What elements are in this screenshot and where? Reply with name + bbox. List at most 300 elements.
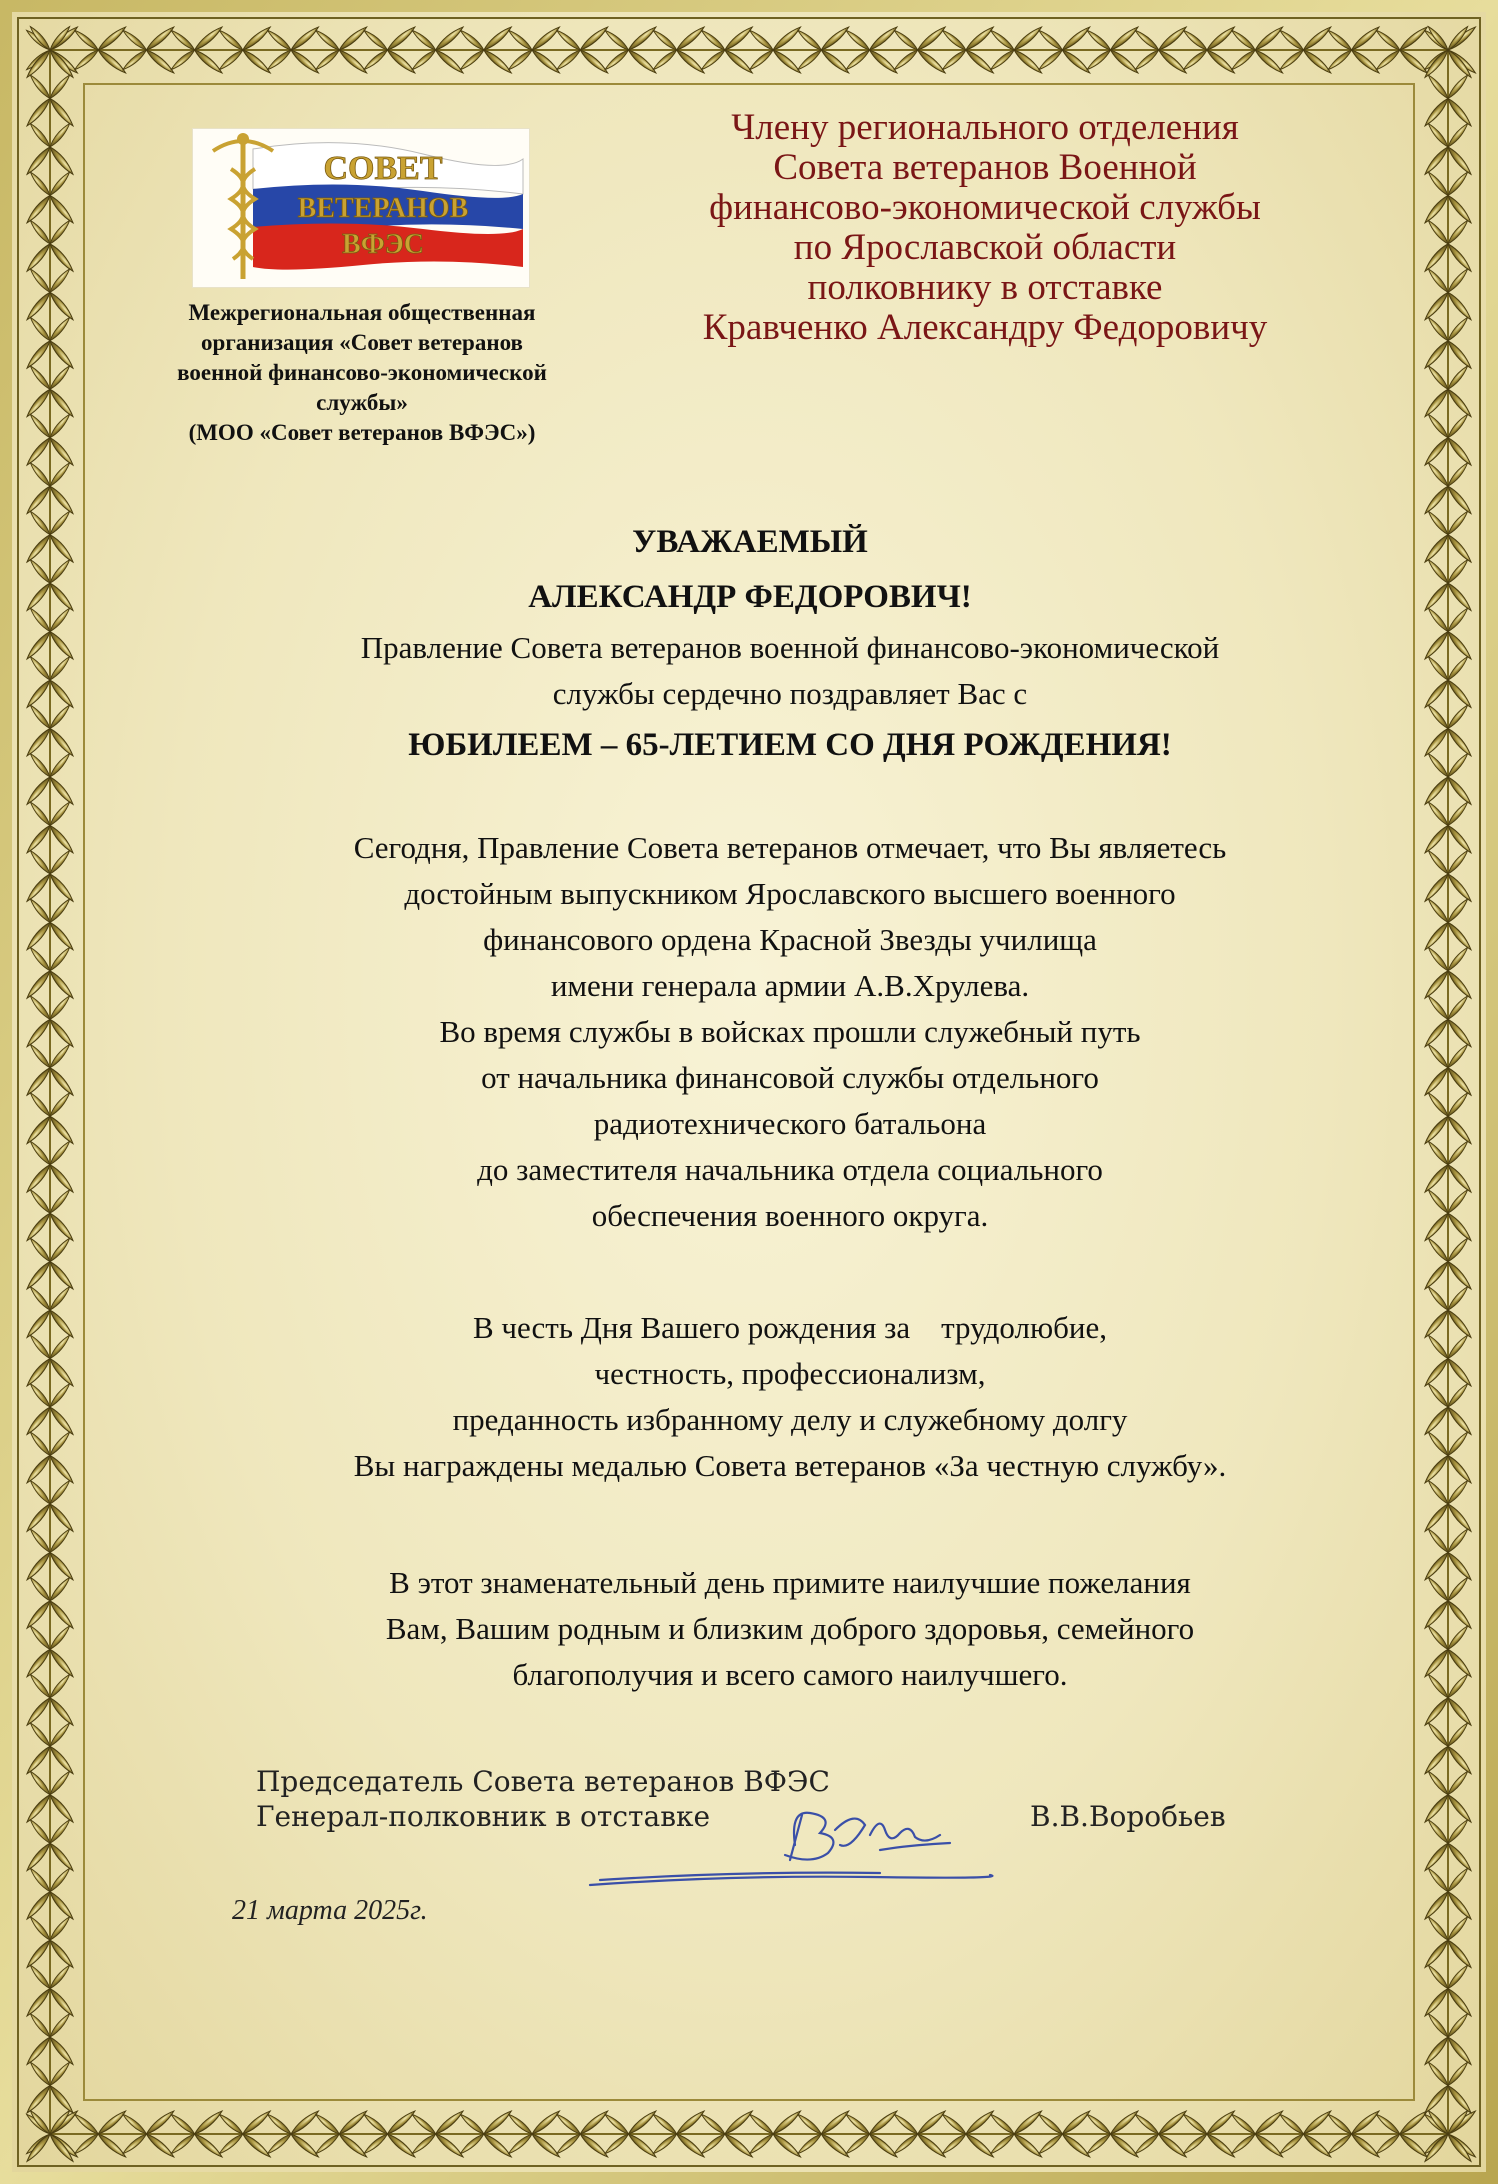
laurel-leaf: [48, 2132, 76, 2163]
body-line: от начальника финансовой службы отдельного: [481, 1060, 1099, 1095]
recipient-line: Кравченко Александру Федоровичу: [702, 307, 1268, 348]
laurel-leaf: [48, 1285, 72, 1312]
laurel-leaf: [48, 1744, 76, 1775]
laurel-leaf: [1446, 48, 1474, 79]
laurel-leaf: [1205, 25, 1236, 53]
laurel-leaf: [25, 2084, 53, 2115]
laurel-leaf: [1060, 25, 1091, 53]
laurel-leaf: [25, 872, 53, 903]
laurel-leaf: [1446, 242, 1474, 273]
laurel-leaf: [1426, 800, 1450, 827]
laurel-leaf: [1446, 2035, 1474, 2066]
laurel-leaf: [1375, 2112, 1402, 2136]
laurel-leaf: [28, 752, 52, 779]
laurel-leaf: [48, 1915, 72, 1942]
laurel-leaf: [1182, 2112, 1209, 2136]
laurel-leaf: [1426, 316, 1450, 343]
laurel-leaf: [555, 2132, 582, 2156]
laurel-leaf: [1446, 872, 1474, 903]
laurel-leaf: [25, 1066, 53, 1097]
laurel-leaf: [1446, 1963, 1470, 1990]
laurel-leaf: [169, 28, 196, 52]
laurel-leaf: [530, 2132, 561, 2160]
laurel-leaf: [1426, 461, 1450, 488]
laurel-leaf: [1446, 1479, 1470, 1506]
laurel-leaf: [482, 2109, 513, 2137]
laurel-leaf: [48, 1818, 72, 1845]
laurel-leaf: [48, 413, 72, 440]
laurel-leaf: [1446, 1308, 1474, 1339]
laurel-leaf: [144, 2132, 175, 2160]
laurel-leaf: [28, 946, 52, 973]
laurel-leaf: [48, 170, 72, 197]
laurel-leaf: [48, 1453, 76, 1484]
laurel-leaf: [193, 25, 224, 53]
organization-name: [128, 298, 596, 448]
laurel-leaf: [25, 1017, 53, 1048]
laurel-leaf: [48, 267, 72, 294]
body-paragraph-career: [150, 825, 1430, 1239]
laurel-leaf: [28, 849, 52, 876]
laurel-leaf: [25, 726, 53, 757]
veterans-council-logo: [192, 128, 530, 288]
signatory-position: Председатель Совета ветеранов ВФЭС: [256, 1765, 830, 1798]
laurel-leaf: [1423, 96, 1451, 127]
laurel-leaf: [48, 1382, 72, 1409]
laurel-leaf: [1253, 2109, 1284, 2137]
laurel-leaf: [1446, 387, 1474, 418]
laurel-leaf: [1350, 2132, 1381, 2160]
laurel-leaf: [410, 28, 437, 52]
laurel-leaf: [748, 2132, 775, 2156]
laurel-leaf: [1423, 193, 1451, 224]
laurel-leaf: [25, 1599, 53, 1630]
laurel-leaf: [1423, 48, 1451, 79]
laurel-leaf: [48, 849, 72, 876]
laurel-leaf: [193, 48, 224, 76]
laurel-leaf: [796, 48, 823, 72]
laurel-leaf: [48, 364, 72, 391]
laurel-leaf: [1426, 2109, 1450, 2136]
laurel-leaf: [1446, 73, 1470, 100]
laurel-leaf: [1423, 1890, 1451, 1921]
laurel-leaf: [48, 1357, 76, 1388]
laurel-leaf: [1085, 2112, 1112, 2136]
laurel-leaf: [1205, 2109, 1236, 2137]
laurel-leaf: [1109, 2132, 1140, 2160]
laurel-leaf: [48, 1527, 72, 1554]
laurel-leaf: [144, 48, 175, 76]
laurel-leaf: [48, 1017, 76, 1048]
org-line: организация «Совет ветеранов: [201, 330, 523, 355]
body-line: радиотехнического батальона: [593, 1106, 987, 1141]
laurel-leaf: [700, 48, 727, 72]
laurel-leaf: [1423, 1260, 1451, 1291]
laurel-leaf: [96, 2109, 127, 2137]
laurel-leaf: [48, 73, 72, 100]
laurel-leaf: [1446, 1043, 1470, 1070]
laurel-leaf: [1205, 2132, 1236, 2160]
laurel-leaf: [28, 897, 52, 924]
laurel-leaf: [169, 48, 196, 72]
laurel-leaf: [25, 1308, 53, 1339]
laurel-leaf: [1446, 1550, 1474, 1581]
laurel-leaf: [1230, 2112, 1257, 2136]
laurel-leaf: [1446, 1091, 1470, 1118]
intro-line: службы сердечно поздравляет Вас с: [552, 676, 1028, 711]
laurel-leaf: [1446, 1140, 1470, 1167]
org-line: (МОО «Совет ветеранов ВФЭС»): [188, 420, 536, 445]
laurel-leaf: [266, 48, 293, 72]
laurel-leaf: [28, 509, 52, 536]
laurel-leaf: [25, 969, 53, 1000]
laurel-leaf: [482, 48, 513, 76]
laurel-leaf: [459, 2132, 486, 2156]
laurel-leaf: [1446, 1938, 1474, 1969]
laurel-leaf: [48, 316, 72, 343]
laurel-leaf: [289, 48, 320, 76]
laurel-leaf: [28, 1188, 52, 1215]
laurel-leaf: [1446, 533, 1474, 564]
laurel-leaf: [844, 48, 871, 72]
laurel-leaf: [1423, 2035, 1451, 2066]
laurel-leaf: [434, 2109, 465, 2137]
laurel-leaf: [867, 2132, 898, 2160]
laurel-leaf: [48, 946, 72, 973]
laurel-leaf: [218, 28, 245, 52]
laurel-leaf: [1426, 267, 1450, 294]
laurel-leaf: [28, 461, 52, 488]
laurel-leaf: [1426, 1527, 1450, 1554]
laurel-leaf: [1426, 1236, 1450, 1263]
laurel-leaf: [25, 1696, 53, 1727]
laurel-leaf: [410, 48, 437, 72]
laurel-leaf: [1446, 581, 1474, 612]
laurel-leaf: [964, 2109, 995, 2137]
laurel-leaf: [28, 703, 52, 730]
laurel-leaf: [507, 28, 534, 52]
greeting-title: УВАЖАЕМЫЙ: [632, 524, 868, 560]
laurel-leaf: [48, 1333, 72, 1360]
laurel-leaf: [652, 48, 679, 72]
laurel-leaf: [1182, 48, 1209, 72]
laurel-leaf: [1423, 1987, 1451, 2018]
body-line: благополучия и всего самого наилучшего.: [512, 1657, 1068, 1692]
laurel-leaf: [1446, 1527, 1470, 1554]
laurel-leaf: [844, 2112, 871, 2136]
laurel-leaf: [867, 25, 898, 53]
laurel-leaf: [1446, 1647, 1474, 1678]
laurel-leaf: [28, 1382, 52, 1409]
laurel-leaf: [28, 1285, 52, 1312]
laurel-leaf: [507, 2132, 534, 2156]
laurel-leaf: [241, 25, 272, 53]
laurel-leaf: [1446, 920, 1474, 951]
laurel-leaf: [48, 558, 72, 585]
laurel-leaf: [1446, 994, 1470, 1021]
laurel-leaf: [1446, 267, 1470, 294]
laurel-leaf: [989, 48, 1016, 72]
laurel-leaf: [1426, 1770, 1450, 1797]
laurel-leaf: [530, 2109, 561, 2137]
laurel-leaf: [28, 122, 52, 149]
laurel-leaf: [1446, 1576, 1470, 1603]
laurel-leaf: [723, 2109, 754, 2137]
laurel-leaf: [25, 290, 53, 321]
laurel-leaf: [1446, 969, 1474, 1000]
laurel-leaf: [1157, 48, 1188, 76]
laurel-leaf: [1426, 1818, 1450, 1845]
laurel-leaf: [1446, 1696, 1474, 1727]
laurel-leaf: [48, 290, 76, 321]
laurel-leaf: [1446, 413, 1470, 440]
laurel-leaf: [241, 2132, 272, 2160]
laurel-leaf: [25, 1841, 53, 1872]
laurel-leaf: [25, 533, 53, 564]
laurel-leaf: [48, 339, 76, 370]
body-line: Вы награждены медалью Совета ветеранов «За честную службу».: [353, 1448, 1227, 1483]
laurel-leaf: [48, 823, 76, 854]
laurel-leaf: [193, 2109, 224, 2137]
laurel-leaf: [48, 1091, 72, 1118]
laurel-leaf: [1398, 2132, 1429, 2160]
laurel-leaf: [771, 25, 802, 53]
signatory-name: В.В.Воробьев: [1030, 1800, 1226, 1833]
laurel-leaf: [434, 25, 465, 53]
laurel-leaf: [819, 2109, 850, 2137]
laurel-leaf: [28, 73, 52, 100]
laurel-leaf: [48, 800, 72, 827]
laurel-leaf: [916, 2109, 947, 2137]
laurel-leaf: [48, 1405, 76, 1436]
laurel-leaf: [1446, 1793, 1474, 1824]
laurel-leaf: [1446, 122, 1470, 149]
laurel-leaf: [1446, 1744, 1474, 1775]
laurel-leaf: [28, 1091, 52, 1118]
laurel-leaf: [1157, 25, 1188, 53]
laurel-leaf: [169, 2112, 196, 2136]
laurel-leaf: [1446, 1915, 1470, 1942]
laurel-leaf: [1423, 387, 1451, 418]
laurel-leaf: [964, 2132, 995, 2160]
body-line: до заместителя начальника отдела социального: [477, 1152, 1103, 1187]
laurel-leaf: [1423, 484, 1451, 515]
intro-text: [100, 625, 1480, 717]
laurel-leaf: [362, 2112, 389, 2136]
laurel-leaf: [73, 2112, 100, 2136]
laurel-leaf: [819, 48, 850, 76]
laurel-leaf: [1230, 28, 1257, 52]
laurel-leaf: [25, 193, 53, 224]
laurel-leaf: [1426, 170, 1450, 197]
laurel-leaf: [362, 48, 389, 72]
laurel-leaf: [1278, 28, 1305, 52]
laurel-leaf: [362, 28, 389, 52]
laurel-leaf: [626, 48, 657, 76]
laurel-leaf: [771, 2132, 802, 2160]
laurel-leaf: [603, 48, 630, 72]
laurel-leaf: [1446, 849, 1470, 876]
laurel-leaf: [1446, 1333, 1470, 1360]
laurel-leaf: [1426, 1963, 1450, 1990]
laurel-leaf: [1423, 290, 1451, 321]
laurel-leaf: [48, 48, 76, 79]
laurel-leaf: [289, 2109, 320, 2137]
laurel-leaf: [1446, 897, 1470, 924]
laurel-leaf: [48, 2012, 72, 2039]
laurel-leaf: [1423, 145, 1451, 176]
laurel-leaf: [25, 1114, 53, 1145]
laurel-leaf: [28, 267, 52, 294]
laurel-leaf: [1426, 2060, 1450, 2087]
laurel-leaf: [25, 1357, 53, 1388]
laurel-leaf: [1109, 2109, 1140, 2137]
recipient-line: Члену регионального отделения: [731, 107, 1239, 148]
laurel-leaf: [218, 2132, 245, 2156]
laurel-leaf: [48, 994, 72, 1021]
laurel-leaf: [1134, 28, 1161, 52]
laurel-leaf: [28, 2109, 52, 2136]
laurel-leaf: [48, 897, 72, 924]
laurel-leaf: [1446, 509, 1470, 536]
laurel-leaf: [48, 1963, 72, 1990]
laurel-leaf: [459, 2112, 486, 2136]
laurel-leaf: [796, 2132, 823, 2156]
laurel-leaf: [1301, 25, 1332, 53]
laurel-leaf: [675, 48, 706, 76]
laurel-leaf: [25, 2035, 53, 2066]
laurel-leaf: [48, 96, 76, 127]
laurel-leaf: [1060, 2109, 1091, 2137]
laurel-leaf: [1253, 2132, 1284, 2160]
laurel-leaf: [48, 509, 72, 536]
laurel-leaf: [700, 2132, 727, 2156]
laurel-leaf: [1423, 242, 1451, 273]
laurel-leaf: [25, 387, 53, 418]
logo-line1: СОВЕТ: [323, 150, 443, 187]
laurel-leaf: [1301, 2109, 1332, 2137]
laurel-leaf: [48, 1721, 72, 1748]
laurel-leaf: [25, 339, 53, 370]
laurel-leaf: [1446, 1260, 1474, 1291]
laurel-leaf: [385, 48, 416, 76]
laurel-leaf: [1253, 25, 1284, 53]
laurel-leaf: [48, 1696, 76, 1727]
laurel-leaf: [675, 25, 706, 53]
laurel-leaf: [1446, 2012, 1470, 2039]
laurel-leaf: [48, 387, 76, 418]
laurel-leaf: [675, 2132, 706, 2160]
laurel-leaf: [48, 1502, 76, 1533]
body-line: честность, профессионализм,: [594, 1356, 986, 1391]
laurel-leaf: [1230, 48, 1257, 72]
laurel-leaf: [1446, 1236, 1470, 1263]
laurel-leaf: [48, 1550, 76, 1581]
laurel-leaf: [48, 461, 72, 488]
laurel-leaf: [1426, 122, 1450, 149]
laurel-leaf: [28, 1915, 52, 1942]
laurel-leaf: [796, 28, 823, 52]
laurel-leaf: [1426, 2012, 1450, 2039]
laurel-leaf: [28, 1770, 52, 1797]
laurel-leaf: [48, 1987, 76, 2018]
laurel-leaf: [48, 219, 72, 246]
laurel-leaf: [25, 1550, 53, 1581]
laurel-leaf: [25, 1211, 53, 1242]
laurel-leaf: [48, 1479, 72, 1506]
body-line: Вам, Вашим родным и близким доброго здоровья, семейного: [385, 1611, 1195, 1646]
laurel-leaf: [48, 630, 76, 661]
laurel-leaf: [1446, 1017, 1474, 1048]
laurel-leaf: [1446, 1066, 1474, 1097]
laurel-leaf: [218, 2112, 245, 2136]
body-paragraph-wishes: [150, 1560, 1430, 1698]
laurel-leaf: [25, 48, 53, 79]
laurel-leaf: [169, 2132, 196, 2156]
laurel-leaf: [28, 800, 52, 827]
laurel-leaf: [1398, 25, 1429, 53]
laurel-leaf: [48, 1624, 72, 1651]
laurel-leaf: [218, 48, 245, 72]
laurel-leaf: [362, 2132, 389, 2156]
laurel-leaf: [385, 25, 416, 53]
laurel-leaf: [48, 533, 76, 564]
laurel-leaf: [1446, 436, 1474, 467]
laurel-leaf: [1423, 436, 1451, 467]
laurel-leaf: [314, 48, 341, 72]
laurel-leaf: [916, 48, 947, 76]
laurel-leaf: [1446, 1382, 1470, 1409]
laurel-leaf: [337, 2109, 368, 2137]
body-line: достойным выпускником Ярославского высшего военного: [404, 876, 1176, 911]
laurel-leaf: [25, 1502, 53, 1533]
laurel-leaf: [28, 1963, 52, 1990]
laurel-leaf: [1446, 219, 1470, 246]
laurel-leaf: [1037, 2132, 1064, 2156]
laurel-leaf: [48, 1576, 72, 1603]
laurel-leaf: [1012, 48, 1043, 76]
laurel-leaf: [1423, 339, 1451, 370]
laurel-leaf: [941, 48, 968, 72]
laurel-leaf: [48, 1140, 72, 1167]
laurel-leaf: [28, 1624, 52, 1651]
laurel-leaf: [1375, 2132, 1402, 2156]
laurel-leaf: [1426, 1721, 1450, 1748]
laurel-leaf: [96, 25, 127, 53]
laurel-leaf: [1350, 48, 1381, 76]
laurel-leaf: [48, 1066, 76, 1097]
laurel-leaf: [1157, 2132, 1188, 2160]
laurel-leaf: [748, 2112, 775, 2136]
laurel-leaf: [555, 2112, 582, 2136]
laurel-leaf: [578, 48, 609, 76]
laurel-leaf: [28, 1527, 52, 1554]
laurel-leaf: [48, 2084, 76, 2115]
laurel-leaf: [25, 436, 53, 467]
org-line: Межрегиональная общественная: [188, 300, 536, 325]
laurel-leaf: [28, 1430, 52, 1457]
laurel-leaf: [1085, 28, 1112, 52]
laurel-leaf: [482, 25, 513, 53]
laurel-leaf: [25, 1647, 53, 1678]
laurel-leaf: [28, 558, 52, 585]
laurel-leaf: [700, 28, 727, 52]
laurel-leaf: [28, 2060, 52, 2087]
laurel-leaf: [48, 145, 76, 176]
laurel-leaf: [578, 2132, 609, 2160]
laurel-leaf: [1446, 96, 1474, 127]
laurel-leaf: [48, 1599, 76, 1630]
